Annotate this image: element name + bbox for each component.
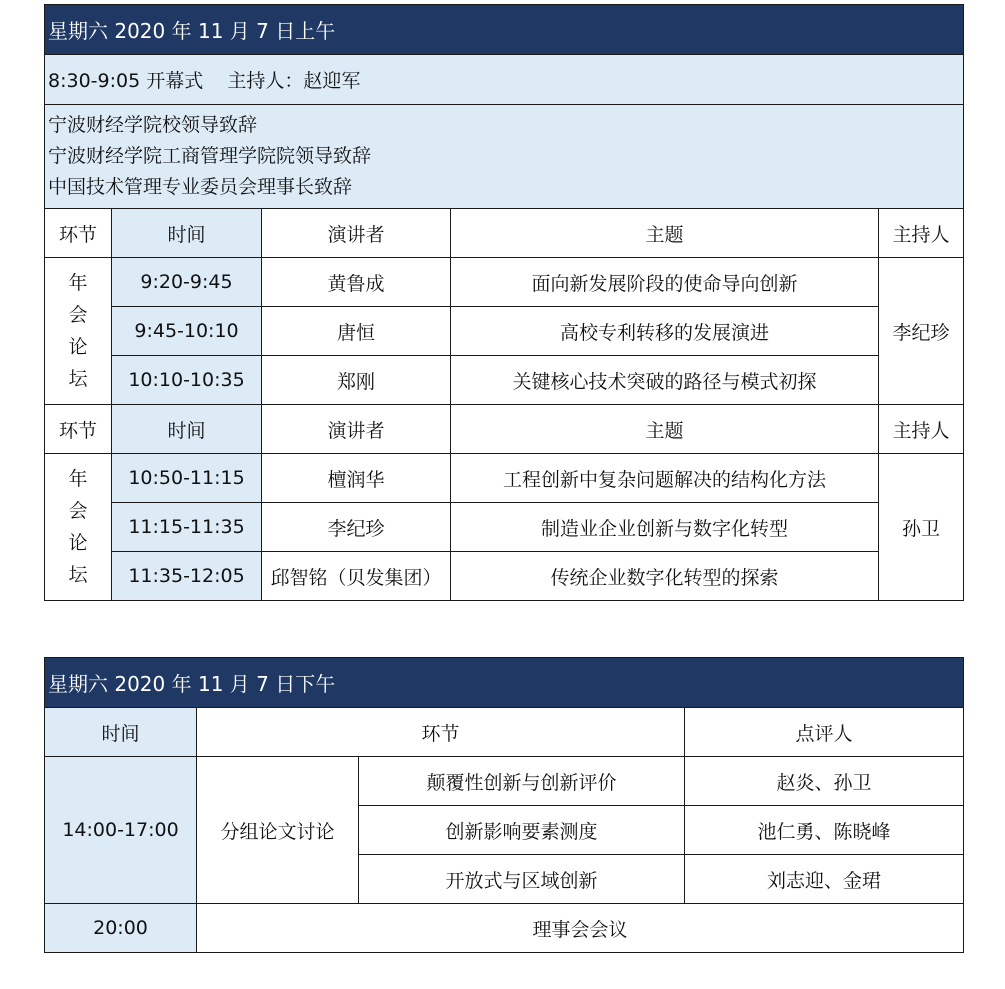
table-row [45,552,964,601]
session-host: 孙卫 [879,454,964,601]
group-reviewers: 池仁勇、陈晓峰 [685,806,964,855]
talk-time: 11:15-11:35 [112,503,262,552]
table-row [45,356,964,405]
column-header-speaker: 演讲者 [262,405,451,454]
talk-topic: 制造业企业创新与数字化转型 [451,503,879,552]
session-host: 李纪珍 [879,258,964,405]
talk-time: 9:20-9:45 [112,258,262,307]
table-row [45,904,964,953]
welcome-line: 宁波财经学院工商管理学院院领导致辞 [48,145,372,167]
talk-time: 9:45-10:10 [112,307,262,356]
session-name: 分组论文讨论 [197,757,359,904]
welcome-line: 宁波财经学院校领导致辞 [48,114,258,136]
table-row [45,757,964,806]
group-topic: 创新影响要素测度 [359,806,685,855]
column-header-time: 时间 [45,708,197,757]
column-header-host: 主持人 [879,405,964,454]
talk-time: 10:50-11:15 [112,454,262,503]
talk-topic: 关键核心技术突破的路径与模式初探 [451,356,879,405]
session-time: 14:00-17:00 [45,757,197,904]
talk-speaker: 郑刚 [262,356,451,405]
table-row [45,503,964,552]
column-header-reviewer: 点评人 [685,708,964,757]
group-reviewers: 赵炎、孙卫 [685,757,964,806]
evening-event: 理事会会议 [197,904,964,953]
column-header-host: 主持人 [879,209,964,258]
forum-label: 年 会 论 坛 [45,454,112,601]
talk-topic: 高校专利转移的发展演进 [451,307,879,356]
morning-header: 星期六 2020 年 11 月 7 日上午 [45,5,964,55]
column-header-topic: 主题 [451,209,879,258]
opening-ceremony: 8:30-9:05 开幕式 主持人：赵迎军 [45,55,964,105]
welcome-line: 中国技术管理专业委员会理事长致辞 [48,176,353,198]
talk-speaker: 檀润华 [262,454,451,503]
talk-speaker: 唐恒 [262,307,451,356]
group-topic: 开放式与区域创新 [359,855,685,904]
group-reviewers: 刘志迎、金珺 [685,855,964,904]
table-row [45,307,964,356]
morning-schedule-table [44,4,964,601]
talk-time: 11:35-12:05 [112,552,262,601]
welcome-speeches [45,105,964,209]
talk-time: 10:10-10:35 [112,356,262,405]
table-row [45,454,964,503]
column-header-section: 环节 [45,405,112,454]
column-header-section: 环节 [45,209,112,258]
evening-time: 20:00 [45,904,197,953]
afternoon-header: 星期六 2020 年 11 月 7 日下午 [45,658,964,708]
talk-speaker: 黄鲁成 [262,258,451,307]
afternoon-schedule-table [44,657,964,953]
column-header-time: 时间 [112,209,262,258]
talk-topic: 面向新发展阶段的使命导向创新 [451,258,879,307]
table-row [45,258,964,307]
column-header-speaker: 演讲者 [262,209,451,258]
talk-topic: 传统企业数字化转型的探索 [451,552,879,601]
talk-topic: 工程创新中复杂问题解决的结构化方法 [451,454,879,503]
talk-speaker: 李纪珍 [262,503,451,552]
talk-speaker: 邱智铭（贝发集团） [262,552,451,601]
group-topic: 颠覆性创新与创新评价 [359,757,685,806]
column-header-topic: 主题 [451,405,879,454]
column-header-section: 环节 [197,708,685,757]
forum-label: 年 会 论 坛 [45,258,112,405]
column-header-time: 时间 [112,405,262,454]
